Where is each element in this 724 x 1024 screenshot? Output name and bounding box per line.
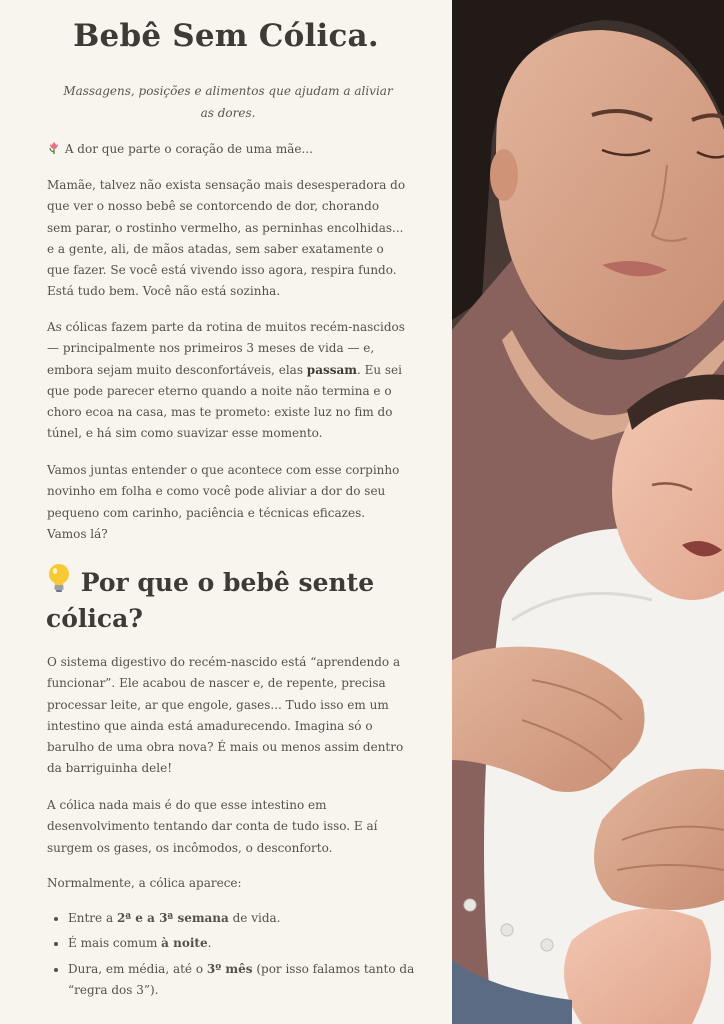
paragraph-2-text: As cólicas fazem parte da rotina de muitos recém-nascidos — principalmente nos primeiros 3 meses de vida — e, embora sejam muito desconfortáveis, elas <box>47 320 405 377</box>
list-item-text: Entre a <box>68 911 117 925</box>
list-item-bold: à noite <box>161 936 208 951</box>
paragraph-4: O sistema digestivo do recém-nascido está “aprendendo a funcionar”. Ele acabou de nascer e, de repente, precisa processar leite, ar que engole, gases... Tudo isso em um intestino que ainda está amadurecendo. Imagina só o barulho de uma obra nova? É mais ou menos assim dentro da barriguinha dele! <box>47 655 404 776</box>
paragraph-2-text-end: . Eu sei que pode parecer eterno quando a noite não termina e o choro ecoa na casa, mas te prometo: existe luz no fim do túnel, e há sim como suavizar esse momento. <box>47 362 402 441</box>
intro-text: A dor que parte o coração de uma mãe... <box>64 142 313 156</box>
section-heading-text: Por que o bebê sente cólica? <box>46 568 375 633</box>
page-title: Bebê Sem Cólica. <box>73 18 379 54</box>
paragraph-2-bold: passam <box>306 362 357 377</box>
intro-line <box>47 139 407 162</box>
paragraph-6: Normalmente, a cólica aparece: <box>47 876 242 890</box>
list-item-bold: 3º mês <box>206 961 253 976</box>
list-item-text-end: (por isso falamos tanto da “regra dos 3”). <box>68 961 415 997</box>
page-subtitle: Massagens, posições e alimentos que ajudam a aliviar as dores. <box>63 84 393 120</box>
paragraph-1: Mamãe, talvez não exista sensação mais desesperadora do que ver o nosso bebê se contorcendo de dor, chorando sem parar, o rostinho vermelho, as perninhas encolhidas... e a gente, ali, de mãos atadas, sem saber exatamente o que fazer. Se você está vivendo isso agora, respira fundo. Está tudo bem. Você não está sozinha. <box>47 178 406 299</box>
paragraph-5: A cólica nada mais é do que esse intestino em desenvolvimento tentando dar conta de tudo isso. E aí surgem os gases, os incômodos, o desconforto. <box>47 798 378 855</box>
mother-baby-photo <box>452 0 724 1024</box>
list-item <box>68 959 438 1002</box>
photo-illustration <box>452 0 724 1024</box>
list-item-text: É mais comum <box>68 936 162 951</box>
colic-facts-list <box>47 908 438 1005</box>
list-item-text: Dura, em média, até o <box>68 961 207 976</box>
list-item-text-end: de vida. <box>228 911 281 925</box>
paragraph-2 <box>47 317 407 445</box>
list-item <box>68 933 438 954</box>
list-item-bold: 2ª e a 3ª semana <box>116 911 229 925</box>
paragraph-3: Vamos juntas entender o que acontece com esse corpinho novinho em folha e como você pode aliviar a dor do seu pequeno com carinho, paciência e técnicas eficazes. Vamos lá? <box>47 463 400 541</box>
list-item <box>68 908 438 929</box>
tulip-icon <box>47 141 61 162</box>
section-heading <box>46 563 426 636</box>
light-bulb-icon <box>46 563 72 602</box>
list-item-text-end: . <box>207 936 212 951</box>
